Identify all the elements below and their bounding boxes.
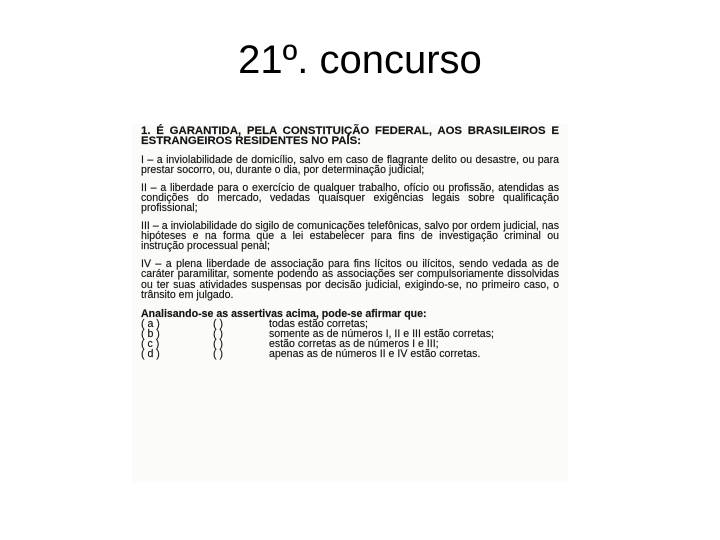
statement-item-4: IV – a plena liberdade de associação para fins lícitos ou ilícitos, sendo vedada as de caráter paramilitar, somente podendo as associações ser compulsoriamente dissolvidas ou ter suas atividades suspensas por decisão judicial, exigindo-se, no primeiro caso, o trânsito em julgado. xyxy=(141,258,559,301)
option-text: apenas as de números II e IV estão corretas. xyxy=(269,348,481,361)
option-letter: ( d ) xyxy=(141,348,160,361)
statement-item-3: III – a inviolabilidade do sigilo de comunicações telefônicas, salvo por ordem judicial, nas hipóteses e na forma que a lei estabelecer para fins de investigação criminal ou instrução processual penal; xyxy=(141,220,559,253)
option-text: todas estão corretas; xyxy=(269,317,368,330)
question-prompt: Analisando-se as assertivas acima, pode-se afirmar que: xyxy=(141,307,427,320)
statement-item-2: II – a liberdade para o exercício de qualquer trabalho, ofício ou profissão, atendidas as condições do mercado, vedadas quaisquer exigências legais sobre qualificação profissional; xyxy=(141,181,559,214)
option-checkbox: ( ) xyxy=(213,348,223,361)
option-checkbox: ( ) xyxy=(213,317,223,330)
option-letter: ( b ) xyxy=(141,327,160,340)
option-letter: ( c ) xyxy=(141,338,160,350)
option-text: estão corretas as de números I e III; xyxy=(269,338,439,350)
question-heading: 1. É GARANTIDA, PELA CONSTITUIÇÃO FEDERAL, AOS BRASILEIROS E ESTRANGEIROS RESIDENTES NO PAÍS: xyxy=(141,125,559,148)
scanned-question-text xyxy=(132,124,568,359)
answer-option-d xyxy=(141,349,559,359)
option-letter: ( a ) xyxy=(141,317,160,330)
option-text: somente as de números I, II e III estão corretas; xyxy=(269,327,494,340)
scanned-question-image xyxy=(132,124,568,482)
option-checkbox: ( ) xyxy=(213,338,223,350)
option-checkbox: ( ) xyxy=(213,327,223,340)
statement-item-1: I – a inviolabilidade de domicílio, salvo em caso de flagrante delito ou desastre, ou para prestar socorro, ou, durante o dia, por determinação judicial; xyxy=(141,153,559,176)
slide-title: 21º. concurso xyxy=(238,38,482,82)
